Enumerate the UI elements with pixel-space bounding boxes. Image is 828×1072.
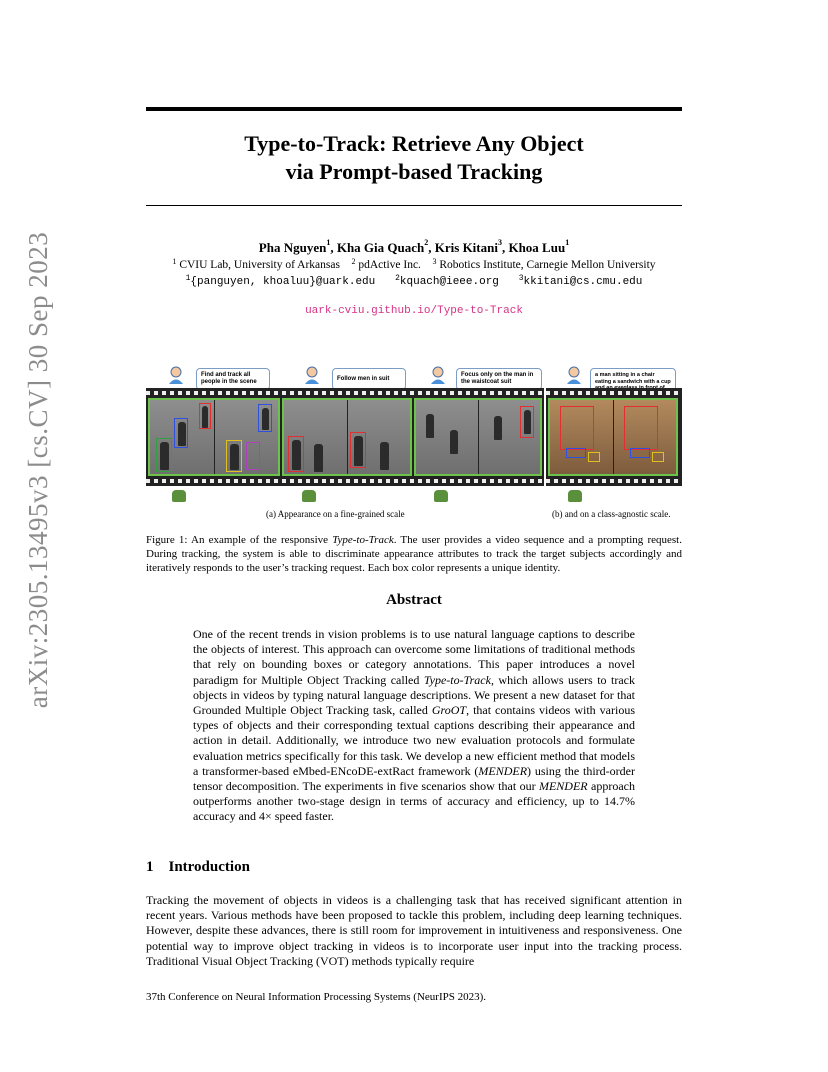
emails: $^1${panguyen, khoaluu}@uark.edu $^2$kquach@ieee.org $^3$kkitani@cs.cmu.edu bbox=[185, 274, 643, 288]
bounding-box bbox=[588, 452, 600, 462]
author-list: Pha Nguyen$^1$, Kha Gia Quach$^2$, Kris Kitani$^3$, Khoa Luu$^1$ bbox=[258, 238, 570, 255]
prompt-bubble: Focus only on the man in the waistcoat suit bbox=[456, 368, 542, 390]
subcaption-b: (b) and on a class-agnostic scale. bbox=[552, 509, 671, 519]
bounding-box bbox=[560, 406, 594, 450]
affiliation: pdActive Inc. bbox=[358, 259, 421, 271]
author: Kris Kitani bbox=[434, 240, 498, 255]
author: Pha Nguyen bbox=[258, 240, 327, 255]
abstract-heading: Abstract bbox=[386, 592, 442, 608]
affiliation: CVIU Lab, University of Arkansas bbox=[179, 259, 340, 271]
affiliation: Robotics Institute, Carnegie Mellon University bbox=[439, 259, 656, 271]
figure-caption: Figure 1: An example of the responsive Type-to-Track. The user provides a video sequence and a prompting request. During tracking, the system is able to discriminate appearance attributes to track the target subjects accordingly and iteratively responds to the user’s tracking request. Each box color represents a unique identity. bbox=[146, 534, 682, 574]
email: kquach@ieee.org bbox=[399, 276, 499, 288]
abstract-text: One of the recent trends in vision problems is to use natural language captions to describe the objects of interest. This approach can overcome some limitations of traditional methods that rely on bounding boxes or category annotations. This paper introduces a novel paradigm for Multiple Object Tracking called Type-to-Track, which allows users to track objects in videos by typing natural language descriptions. We present a new dataset for that Grounded Multiple Object Tracking task, called GroOT, that contains videos with various types of objects and their corresponding textual captions describing their appearance and action in detail. Additionally, we introduce two new evaluation protocols and formulate evaluation metrics specifically for this task. We develop a new efficient method that models a transformer-based eMbed-ENcoDE-extRact framework (MENDER) using the third-order tensor decomposition. The experiments in five scenarios show that our MENDER approach outperforms another two-stage design in terms of accuracy and efficiency, up to 14.7% accuracy and 4× speed faster. bbox=[193, 627, 635, 824]
arxiv-stamp: arXiv:2305.13495v3 [cs.CV] 30 Sep 2023 bbox=[23, 231, 53, 709]
film-perforation bbox=[546, 479, 682, 483]
film-perforation bbox=[546, 391, 682, 395]
prompt-bubble: a man sitting in a chair eating a sandwich with a cup bbox=[590, 368, 676, 394]
bounding-box bbox=[566, 448, 586, 458]
bounding-box bbox=[350, 432, 366, 468]
bounding-box bbox=[520, 406, 534, 438]
paper-title bbox=[146, 130, 682, 186]
bounding-box bbox=[199, 403, 211, 429]
robot-icon bbox=[302, 490, 316, 502]
subcaption-a: (a) Appearance on a fine-grained scale bbox=[266, 509, 405, 519]
title-line-2: via Prompt-based Tracking bbox=[285, 159, 543, 184]
figure-1 bbox=[146, 360, 682, 519]
top-rule bbox=[146, 107, 682, 111]
prompt-bubble: Find and track all people in the scene bbox=[196, 368, 270, 390]
video-frame bbox=[548, 398, 678, 476]
prompt-bubble: Follow men in suit bbox=[332, 368, 406, 390]
bounding-box bbox=[652, 452, 664, 462]
project-link[interactable]: uark-cviu.github.io/Type-to-Track bbox=[305, 305, 523, 317]
section-heading: 1 Introduction bbox=[146, 859, 250, 875]
user-avatar-icon bbox=[430, 366, 446, 384]
video-frame bbox=[414, 398, 542, 476]
film-strip-a bbox=[146, 388, 544, 486]
user-avatar-icon bbox=[304, 366, 320, 384]
author: Khoa Luu bbox=[508, 240, 566, 255]
film-perforation bbox=[146, 391, 544, 395]
bounding-box bbox=[630, 448, 650, 458]
video-frame bbox=[282, 398, 412, 476]
bounding-box bbox=[246, 442, 260, 470]
title-rule bbox=[146, 205, 682, 206]
bounding-box bbox=[226, 440, 242, 472]
user-avatar-icon bbox=[566, 366, 582, 384]
film-perforation bbox=[146, 479, 544, 483]
robot-icon bbox=[568, 490, 582, 502]
conference-footer: 37th Conference on Neural Information Processing Systems (NeurIPS 2023). bbox=[146, 991, 487, 1003]
bounding-box bbox=[156, 438, 172, 472]
bounding-box bbox=[258, 404, 272, 432]
film-strip-b bbox=[546, 388, 682, 486]
author: Kha Gia Quach bbox=[336, 240, 425, 255]
affiliations: $^1$ CVIU Lab, University of Arkansas $^2$ pdActive Inc. $^3$ Robotics Institute, Carnegie Mellon University bbox=[172, 257, 656, 271]
robot-icon bbox=[172, 490, 186, 502]
user-avatar-icon bbox=[168, 366, 184, 384]
robot-icon bbox=[434, 490, 448, 502]
email: kkitani@cs.cmu.edu bbox=[523, 276, 643, 288]
title-line-1: Type-to-Track: Retrieve Any Object bbox=[244, 131, 584, 156]
email: {panguyen, khoaluu}@uark.edu bbox=[190, 276, 376, 288]
bounding-box bbox=[624, 406, 658, 450]
bounding-box bbox=[288, 436, 304, 472]
bounding-box bbox=[174, 418, 188, 448]
video-frame bbox=[148, 398, 280, 476]
introduction-text: Tracking the movement of objects in videos is a challenging task that has received significant attention in recent years. Various methods have been proposed to tackle this problem, including deep learning techniques. However, despite these advances, there is still room for improvement in intuitiveness and responsiveness. One potential way to improve object tracking in videos is to incorporate user input into the tracking process. Traditional Visual Object Tracking (VOT) methods typically require bbox=[146, 893, 682, 968]
